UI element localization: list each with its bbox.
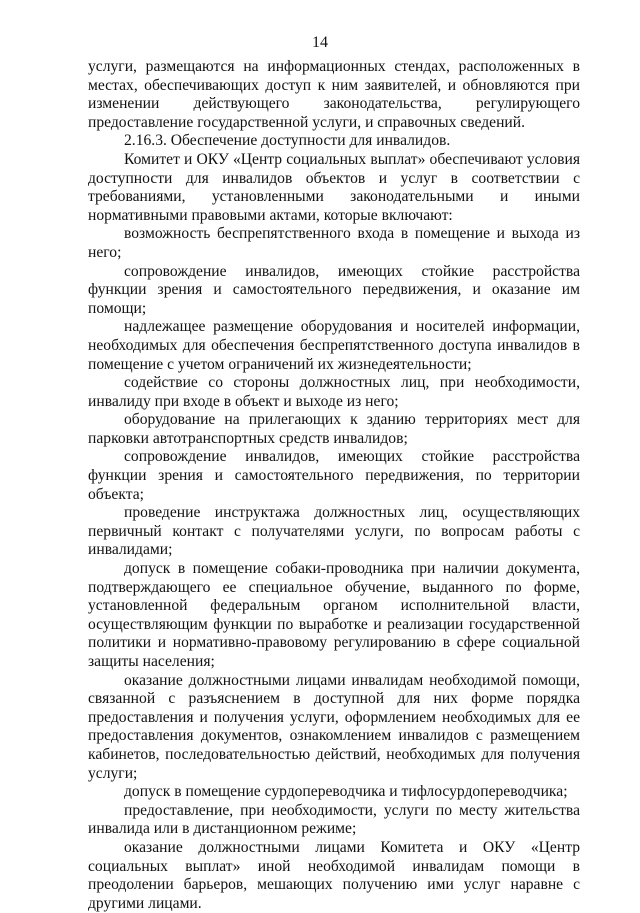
list-item: оборудование на прилегающих к зданию территориях мест для парковки автотранспортных средств инвалидов; xyxy=(88,411,580,447)
list-item: надлежащее размещение оборудования и носителей информации, необходимых для обеспечения беспрепятственного доступа инвалидов в помещение с учетом ограничений их жизнедеятельности; xyxy=(88,318,580,373)
list-item: оказание должностными лицами Комитета и ОКУ «Центр социальных выплат» иной необходимой инвалидам помощи в преодолении барьеров, мешающих получению ими услуг наравне с другими лицами. xyxy=(88,838,580,912)
list-item: допуск в помещение сурдопереводчика и тифлосурдопереводчика; xyxy=(124,783,568,801)
list-item: оказание должностными лицами инвалидам необходимой помощи, связанной с разъяснением в доступной для них форме порядка предоставления и получения услуги, оформлением необходимых для ее предоставления документов, ознакомлением инвалидов с размещением кабинетов, последовательностью действий, необходимых для получения услуги; xyxy=(88,671,580,782)
paragraph: услуги, размещаются на информационных стендах, расположенных в местах, обеспечивающих доступ к ним заявителей, и обновляются при изменении действующего законодательства, регулирующего предоставление государственной услуги, и справочных сведений. xyxy=(88,58,580,131)
body-text xyxy=(88,58,580,913)
list-item: возможность беспрепятственного входа в помещение и выхода из него; xyxy=(88,225,580,261)
list-item: проведение инструктажа должностных лиц, осуществляющих первичный контакт с получателями услуги, по вопросам работы с инвалидами; xyxy=(88,504,580,559)
list-item: сопровождение инвалидов, имеющих стойкие расстройства функции зрения и самостоятельного передвижения, по территории объекта; xyxy=(88,448,580,503)
page-number: 14 xyxy=(312,34,328,51)
list-item: содействие со стороны должностных лиц, при необходимости, инвалиду при входе в объект и выходе из него; xyxy=(88,374,580,410)
section-heading: 2.16.3. Обеспечение доступности для инвалидов. xyxy=(124,132,451,150)
paragraph: Комитет и ОКУ «Центр социальных выплат» обеспечивают условия доступности для инвалидов объектов и услуг в соответствии с требованиями, установленными законодательными и иными нормативными правовыми актами, которые включают: xyxy=(88,150,580,224)
list-item: допуск в помещение собаки-проводника при наличии документа, подтверждающего ее специальное обучение, выданного по форме, установленной федеральным органом исполнительной власти, осуществляющим функции по выработке и реализации государственной политики и нормативно-правовому регулированию в сфере социальной защиты населения; xyxy=(88,560,580,670)
list-item: сопровождение инвалидов, имеющих стойкие расстройства функции зрения и самостоятельного передвижения, и оказание им помощи; xyxy=(88,262,580,317)
list-item: предоставление, при необходимости, услуги по месту жительства инвалида или в дистанционном режиме; xyxy=(88,801,580,838)
